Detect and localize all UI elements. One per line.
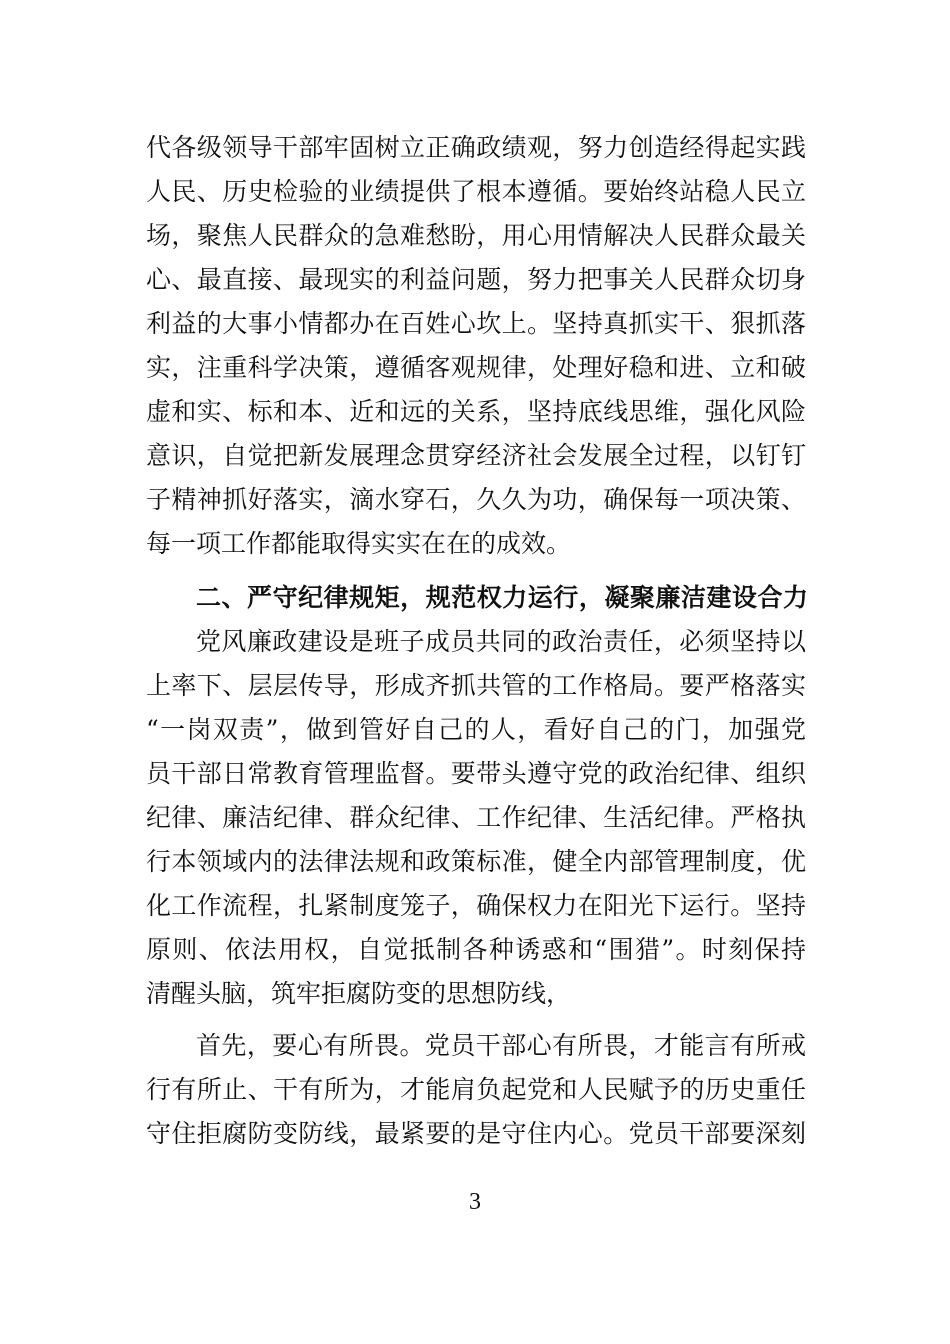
- paragraph-2-line-1: 党风廉政建设是班子成员共同的政治责任，必须坚持以: [196, 627, 806, 656]
- page-number: 3: [469, 1189, 481, 1215]
- paragraph-2-line-3: “一岗双责”，做到管好自己的人，看好自己的门，加强党: [146, 715, 806, 744]
- paragraph-2-line-2: 上率下、层层传导，形成齐抓共管的工作格局。要严格落实: [146, 671, 806, 700]
- paragraph-3-line-1: 首先，要心有所畏。党员干部心有所畏，才能言有所戒: [196, 1031, 806, 1060]
- paragraph-1-line-6: 实，注重科学决策，遵循客观规律，处理好稳和进、立和破: [146, 353, 806, 382]
- paragraph-2-line-7: 化工作流程，扎紧制度笼子，确保权力在阳光下运行。坚持: [146, 891, 806, 920]
- paragraph-2-line-5: 纪律、廉洁纪律、群众纪律、工作纪律、生活纪律。严格执: [146, 803, 806, 832]
- paragraph-1-line-10: 每一项工作都能取得实实在在的成效。: [146, 529, 572, 558]
- paragraph-1-line-3: 场，聚焦人民群众的急难愁盼，用心用情解决人民群众最关: [146, 221, 806, 250]
- paragraph-2-line-9: 清醒头脑，筑牢拒腐防变的思想防线，: [146, 979, 572, 1008]
- section-heading: 二、严守纪律规矩，规范权力运行，凝聚廉洁建设合力: [196, 583, 808, 612]
- paragraph-3-line-3: 守住拒腐防变防线，最紧要的是守住内心。党员干部要深刻: [146, 1119, 806, 1148]
- paragraph-1-line-7: 虚和实、标和本、近和远的关系，坚持底线思维，强化风险: [146, 397, 806, 426]
- paragraph-2-line-8: 原则、依法用权，自觉抵制各种诱惑和“围猎”。时刻保持: [146, 935, 806, 964]
- paragraph-2-line-4: 员干部日常教育管理监督。要带头遵守党的政治纪律、组织: [146, 759, 806, 788]
- paragraph-1-line-4: 心、最直接、最现实的利益问题，努力把事关人民群众切身: [146, 265, 806, 294]
- paragraph-2-line-6: 行本领域内的法律法规和政策标准，健全内部管理制度，优: [146, 847, 806, 876]
- paragraph-1-line-2: 人民、历史检验的业绩提供了根本遵循。要始终站稳人民立: [146, 177, 806, 206]
- paragraph-1-line-5: 利益的大事小情都办在百姓心坎上。坚持真抓实干、狠抓落: [146, 309, 806, 338]
- paragraph-3-line-2: 行有所止、干有所为，才能肩负起党和人民赋予的历史重任: [146, 1075, 806, 1104]
- paragraph-1-line-8: 意识，自觉把新发展理念贯穿经济社会发展全过程，以钉钉: [146, 441, 806, 470]
- paragraph-1-line-1: 代各级领导干部牢固树立正确政绩观，努力创造经得起实践: [146, 133, 806, 162]
- paragraph-1-line-9: 子精神抓好落实，滴水穿石，久久为功，确保每一项决策、: [146, 485, 806, 514]
